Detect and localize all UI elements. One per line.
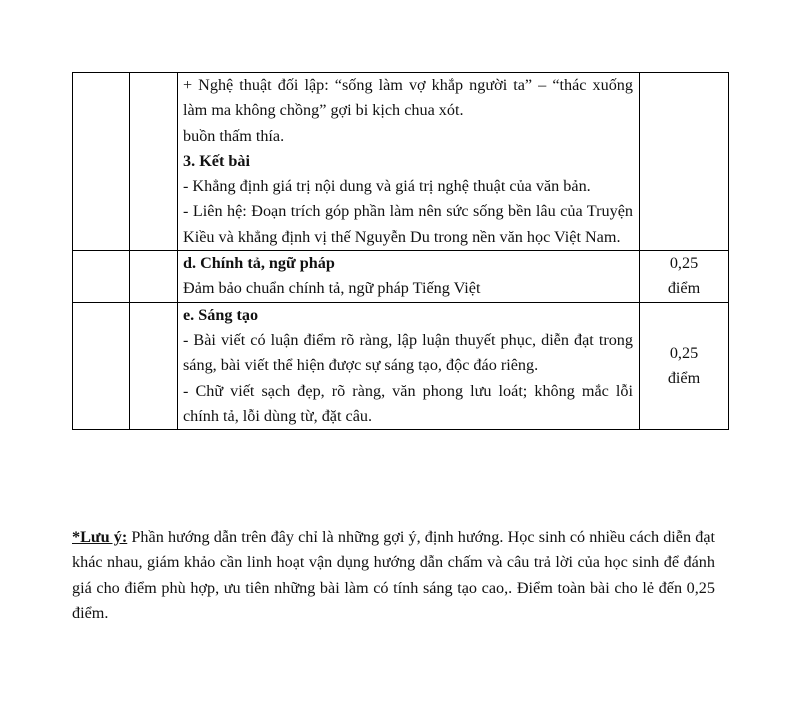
score-value: 0,25 bbox=[669, 343, 699, 362]
content-line: - Chữ viết sạch đẹp, rõ ràng, văn phong lưu loát; không mắc lỗi chính tả, lỗi dùng từ, đặt câu. bbox=[183, 381, 633, 425]
note-paragraph bbox=[72, 525, 715, 626]
score-cell bbox=[640, 302, 729, 429]
content-cell bbox=[178, 73, 640, 251]
sub-section-cell bbox=[130, 73, 178, 251]
sub-section-cell bbox=[130, 251, 178, 303]
criterion-heading: e. Sáng tạo bbox=[183, 305, 259, 324]
sub-section-cell bbox=[130, 302, 178, 429]
grading-table bbox=[72, 72, 729, 430]
content-line: + Nghệ thuật đối lập: “sống làm vợ khắp người ta” – “thác xuống làm ma không chồng” gợi bi kịch chua xót. bbox=[183, 76, 633, 120]
section-heading: 3. Kết bài bbox=[183, 151, 250, 170]
content-line: buồn thấm thía. bbox=[183, 126, 285, 145]
table-row bbox=[73, 73, 729, 251]
content-line: Đảm bảo chuẩn chính tả, ngữ pháp Tiếng Việt bbox=[183, 279, 481, 298]
content-cell bbox=[178, 302, 640, 429]
content-cell bbox=[178, 251, 640, 303]
score-cell bbox=[640, 251, 729, 303]
content-line: - Khẳng định giá trị nội dung và giá trị nghệ thuật của văn bản. bbox=[183, 177, 591, 196]
criterion-heading: d. Chính tả, ngữ pháp bbox=[183, 254, 335, 273]
section-cell bbox=[73, 302, 130, 429]
score-unit: điểm bbox=[667, 368, 701, 387]
section-cell bbox=[73, 251, 130, 303]
section-cell bbox=[73, 73, 130, 251]
score-unit: điểm bbox=[667, 279, 701, 298]
note-label: *Lưu ý: bbox=[72, 528, 128, 546]
score-value: 0,25 bbox=[669, 254, 699, 273]
table-row bbox=[73, 302, 729, 429]
score-cell bbox=[640, 73, 729, 251]
content-line: - Liên hệ: Đoạn trích góp phần làm nên sức sống bền lâu của Truyện Kiều và khẳng định vị thế Nguyễn Du trong nền văn học Việt Nam. bbox=[183, 202, 633, 246]
content-line: - Bài viết có luận điểm rõ ràng, lập luận thuyết phục, diễn đạt trong sáng, bài viết thể hiện được sự sáng tạo, độc đáo riêng. bbox=[183, 330, 633, 375]
note-text: Phần hướng dẫn trên đây chỉ là những gợi ý, định hướng. Học sinh có nhiều cách diễn đạt khác nhau, giám khảo cần linh hoạt vận dụng hướng dẫn chấm và câu trả lời của học sinh để đánh giá cho điểm phù hợp, ưu tiên những bài làm có tính sáng tạo cao,. Điểm toàn bài cho lẻ đến 0,25 điểm. bbox=[72, 528, 716, 622]
table-row bbox=[73, 251, 729, 303]
